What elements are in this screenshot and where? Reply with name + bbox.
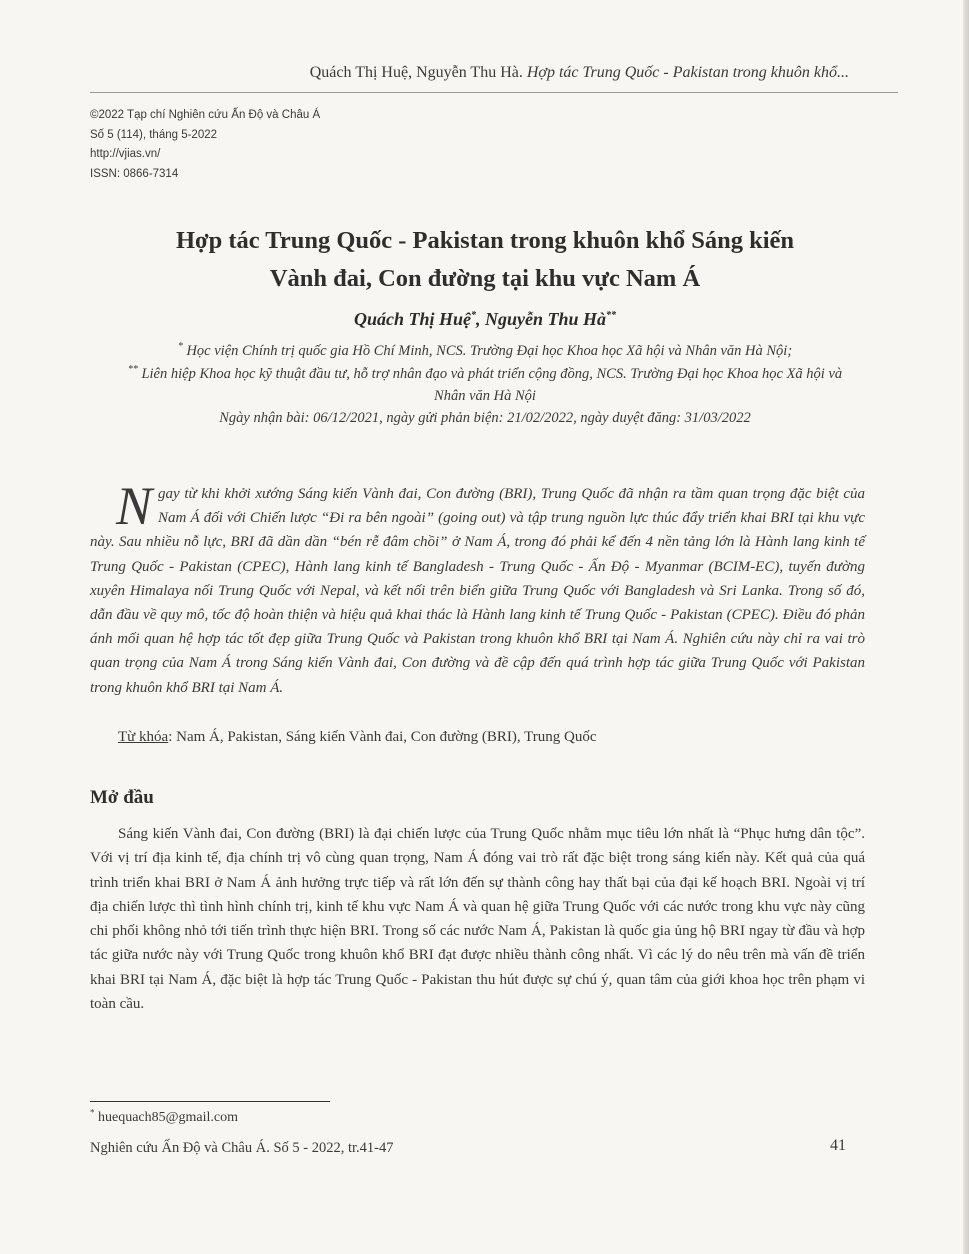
affiliation-2	[120, 363, 850, 408]
author-2-mark: **	[606, 310, 617, 321]
affiliation-2-mark: **	[127, 363, 138, 375]
author-1: Quách Thị Huệ	[353, 309, 471, 329]
page-number: 41	[830, 1137, 846, 1154]
running-header-title: Hợp tác Trung Quốc - Pakistan trong khuôn khổ...	[526, 64, 849, 81]
footnote	[90, 1107, 239, 1126]
author-separator: ,	[476, 309, 485, 329]
abstract	[90, 476, 865, 700]
journal-url: http://vjias.vn/	[90, 148, 161, 160]
affiliation-1-mark: *	[177, 341, 183, 353]
journal-meta	[90, 106, 320, 184]
author-1-mark: *	[471, 310, 476, 321]
keywords	[118, 729, 596, 746]
title-line-2: Vành đai, Con đường tại khu vực Nam Á	[269, 265, 701, 292]
authors	[90, 309, 880, 330]
footnote-mark: *	[90, 1107, 95, 1118]
journal-copyright: ©2022 Tạp chí Nghiên cứu Ấn Độ và Châu Á	[90, 109, 321, 121]
running-header-authors: Quách Thị Huệ, Nguyễn Thu Hà.	[309, 64, 523, 81]
footnote-rule	[90, 1101, 330, 1102]
intro-paragraph: Sáng kiến Vành đai, Con đường (BRI) là đại chiến lược của Trung Quốc nhằm mục tiêu lớn nhất là “Phục hưng dân tộc”. Với vị trí địa kinh tế, địa chính trị vô cùng quan trọng, Nam Á đóng vai trò rất đặc biệt trong sáng kiến này. Kết quả của quá trình triển khai BRI ở Nam Á ảnh hưởng trực tiếp và rất lớn đến sự thành công hay thất bại của đại kế hoạch BRI. Ngoài vị trí địa chiến lược thì tình hình chính trị, kinh tế khu vực Nam Á và quan hệ giữa Trung Quốc với các nước trong khu vực này cũng chi phối không nhỏ tới tiến trình thực hiện BRI. Trong số các nước Nam Á, Pakistan là quốc gia ủng hộ BRI ngay từ đầu và hợp tác giữa nước này với Trung Quốc trong khuôn khổ BRI đạt được nhiều thành công nhất. Vì các lý do nêu trên mà vấn đề triển khai BRI tại Nam Á, đặc biệt là hợp tác Trung Quốc - Pakistan thu hút được sự chú ý, quan tâm của giới khoa học trên phạm vi toàn cầu.	[90, 826, 865, 1013]
received-dates: Ngày nhận bài: 06/12/2021, ngày gửi phản biện: 21/02/2022, ngày duyệt đăng: 31/03/2022	[219, 410, 751, 426]
page-edge	[963, 0, 969, 1254]
author-2: Nguyễn Thu Hà	[485, 309, 607, 329]
header-rule	[90, 92, 898, 93]
affiliation-1	[120, 340, 850, 363]
affiliation-2-text: Liên hiệp Khoa học kỹ thuật đầu tư, hỗ trợ nhân đạo và phát triển cộng đồng, NCS. Trường Đại học Khoa học Xã hội và Nhân văn Hà Nội	[141, 365, 843, 404]
affiliation-1-text: Học viện Chính trị quốc gia Hồ Chí Minh, NCS. Trường Đại học Khoa học Xã hội và Nhân văn Hà Nội;	[186, 343, 793, 359]
section-heading-intro: Mở đầu	[90, 787, 154, 808]
page-footer-citation: Nghiên cứu Ấn Độ và Châu Á. Số 5 - 2022, tr.41-47	[90, 1140, 394, 1156]
journal-issue: Số 5 (114), tháng 5-2022	[90, 128, 218, 141]
journal-issn: ISSN: 0866-7314	[90, 167, 179, 180]
affiliations	[120, 340, 850, 408]
running-header	[0, 64, 969, 82]
keywords-label: Từ khóa	[118, 729, 169, 745]
title-line-1: Hợp tác Trung Quốc - Pakistan trong khuôn khổ Sáng kiến	[175, 227, 795, 254]
footnote-email[interactable]: huequach85@gmail.com	[98, 1110, 239, 1125]
abstract-dropcap: N	[116, 476, 153, 536]
keywords-values: : Nam Á, Pakistan, Sáng kiến Vành đai, Con đường (BRI), Trung Quốc	[168, 729, 597, 745]
abstract-text: gay từ khi khởi xướng Sáng kiến Vành đai, Con đường (BRI), Trung Quốc đã nhận ra tầm quan trọng đặc biệt của Nam Á đối với Chiến lược “Đi ra bên ngoài” (going out) và tập trung nguồn lực thúc đẩy triển khai BRI tại khu vực này. Sau nhiều nỗ lực, BRI đã dần dần “bén rễ đâm chồi” ở Nam Á, trong đó phải kể đến 4 nền tảng lớn là Hành lang kinh tế Trung Quốc - Pakistan (CPEC), Hành lang kinh tế Bangladesh - Trung Quốc - Ấn Độ - Myanmar (BCIM-EC), tuyến đường xuyên Himalaya nối Trung Quốc với Nepal, và kết nối trên biển giữa Trung Quốc với Bangladesh và Sri Lanka. Trong số đó, dẫn đầu về quy mô, tốc độ hoàn thiện và hiệu quả khai thác là Hành lang kinh tế Trung Quốc - Pakistan (CPEC). Điều đó phản ánh mối quan hệ hợp tác tốt đẹp giữa Trung Quốc và Pakistan trong khuôn khổ BRI tại Nam Á. Nghiên cứu này chỉ ra vai trò quan trọng của Nam Á trong Sáng kiến Vành đai, Con đường và đề cập đến quá trình hợp tác giữa Trung Quốc với Pakistan trong khuôn khổ BRI tại Nam Á.	[90, 486, 865, 696]
article-title	[90, 222, 880, 298]
